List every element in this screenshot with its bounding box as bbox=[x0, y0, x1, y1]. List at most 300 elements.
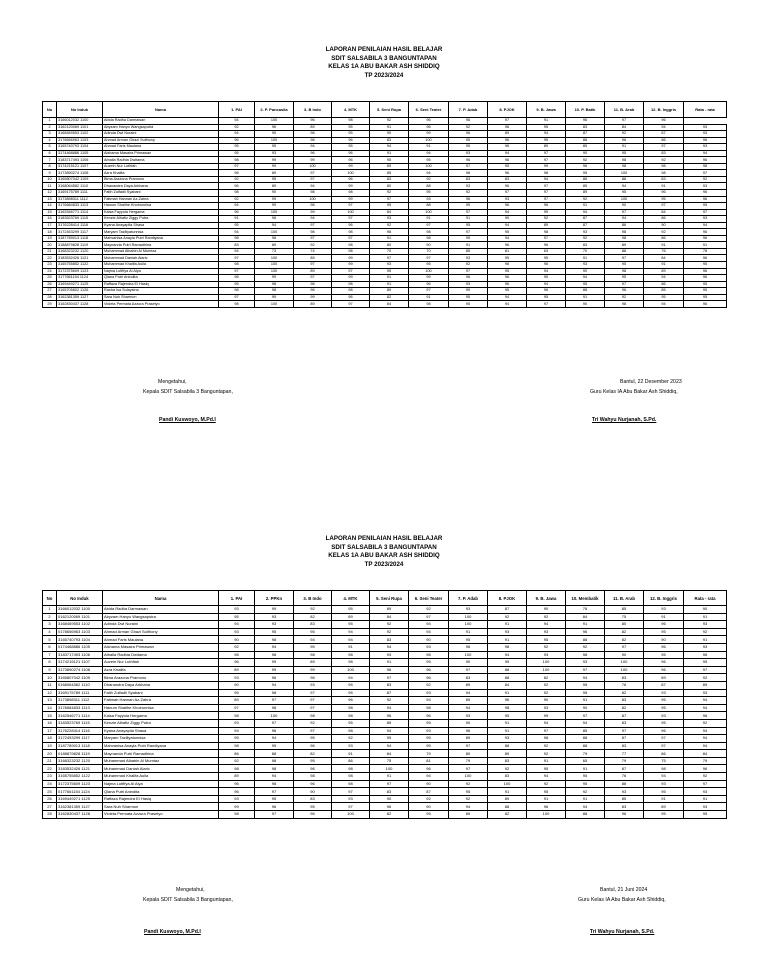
grade-cell: 96 bbox=[409, 674, 449, 682]
grade-cell: 96 bbox=[488, 137, 527, 144]
grade-cell: 98 bbox=[255, 651, 294, 659]
column-header: 4. MTK bbox=[332, 591, 370, 606]
student-id: 3176228414 1116 bbox=[57, 222, 103, 229]
grade-cell: 92 bbox=[449, 124, 488, 131]
grade-cell: 98 bbox=[255, 704, 294, 712]
grade-cell: 97 bbox=[488, 118, 527, 125]
column-header: 10. P. Batik bbox=[566, 102, 605, 118]
grade-cell: 95 bbox=[409, 190, 449, 197]
grade-cell: 96 bbox=[644, 666, 684, 674]
grade-cell: 95 bbox=[644, 811, 684, 819]
grade-cell: 85 bbox=[566, 183, 605, 190]
student-id: 3162830437 1128 bbox=[57, 301, 103, 308]
grade-cell: 98 bbox=[332, 288, 370, 295]
grade-cell: 97 bbox=[684, 209, 727, 216]
table-row bbox=[43, 780, 727, 788]
grade-cell: 94 bbox=[255, 773, 294, 781]
grade-cell: 99 bbox=[527, 163, 566, 170]
grade-cell: 87 bbox=[605, 765, 644, 773]
grade-cell: 99 bbox=[409, 275, 449, 282]
grade-cell: 97 bbox=[294, 727, 332, 735]
grade-cell: 95 bbox=[332, 621, 370, 629]
grade-cell: 95 bbox=[684, 811, 727, 819]
grade-cell: 95 bbox=[684, 262, 727, 269]
grade-cell: 95 bbox=[644, 704, 684, 712]
grade-cell: 96 bbox=[294, 118, 332, 125]
grade-cell: 80 bbox=[449, 750, 488, 758]
grade-cell: 86 bbox=[644, 216, 684, 223]
grade-cell: 99 bbox=[255, 659, 294, 667]
grade-cell: 97 bbox=[294, 176, 332, 183]
grade-cell: 95 bbox=[449, 137, 488, 144]
row-number: 21 bbox=[43, 757, 57, 765]
grade-cell: 93 bbox=[684, 131, 727, 138]
grade-cell: 99 bbox=[255, 163, 294, 170]
student-id: 3173898311 1112 bbox=[57, 697, 103, 705]
table-row bbox=[43, 697, 727, 705]
grade-cell: 95 bbox=[332, 131, 370, 138]
grade-cell: 92 bbox=[370, 190, 409, 197]
grade-cell: 93 bbox=[370, 262, 409, 269]
grade-cell: 98 bbox=[409, 235, 449, 242]
column-header: 8. PJOK bbox=[488, 102, 527, 118]
student-id: 3165807042 1109 bbox=[57, 176, 103, 183]
grade-cell: 92 bbox=[488, 613, 527, 621]
grade-cell: 96 bbox=[409, 281, 449, 288]
grade-cell: 93 bbox=[255, 621, 294, 629]
grade-cell: 100 bbox=[255, 137, 294, 144]
grade-cell: 84 bbox=[370, 750, 409, 758]
grade-cell: 88 bbox=[566, 137, 605, 144]
grade-cell: 91 bbox=[527, 795, 566, 803]
grade-cell: 95 bbox=[332, 144, 370, 151]
grade-cell: 94 bbox=[684, 735, 727, 743]
student-name: Azra Khalifa bbox=[103, 170, 219, 177]
grade-cell: 90 bbox=[294, 788, 332, 796]
grade-cell: 100 bbox=[605, 170, 644, 177]
grade-cell: 77 bbox=[605, 750, 644, 758]
grade-cell: 100 bbox=[332, 666, 370, 674]
grade-cell: 92 bbox=[370, 697, 409, 705]
grade-cell: 97 bbox=[449, 666, 488, 674]
grade-cell: 94 bbox=[255, 643, 294, 651]
grade-cell: 94 bbox=[566, 209, 605, 216]
grade-cell: 65 bbox=[566, 757, 605, 765]
grade-cell: 96 bbox=[255, 674, 294, 682]
grade-cell: 94 bbox=[255, 735, 294, 743]
grade-cell: 94 bbox=[527, 268, 566, 275]
grade-cell: 97 bbox=[294, 704, 332, 712]
student-id: 3165705802 1126 bbox=[57, 288, 103, 295]
grade-cell: 94 bbox=[527, 621, 566, 629]
grade-cell: 97 bbox=[409, 613, 449, 621]
grade-cell: 89 bbox=[527, 144, 566, 151]
grade-cell: 95 bbox=[449, 222, 488, 229]
column-header: 12. B. Inggris bbox=[644, 591, 684, 606]
grade-cell: 97 bbox=[527, 183, 566, 190]
student-id: 3176228414 1116 bbox=[57, 727, 103, 735]
grade-cell: 90 bbox=[219, 681, 255, 689]
grade-cell: 88 bbox=[409, 183, 449, 190]
grade-cell: 91 bbox=[644, 242, 684, 249]
grade-cell: 99 bbox=[409, 131, 449, 138]
grade-cell: 94 bbox=[370, 727, 409, 735]
grade-cell: 84 bbox=[566, 613, 605, 621]
grade-cell: 96 bbox=[527, 803, 566, 811]
student-id: 3166012032 1100 bbox=[57, 606, 103, 614]
grade-cell: 100 bbox=[605, 196, 644, 203]
grade-cell: 91 bbox=[644, 183, 684, 190]
grade-cell: 91 bbox=[566, 621, 605, 629]
row-number: 10 bbox=[43, 176, 57, 183]
student-name: Sara Nuh Sharmon bbox=[103, 294, 219, 301]
row-number: 19 bbox=[43, 742, 57, 750]
grade-cell: 95 bbox=[684, 288, 727, 295]
row-number: 3 bbox=[43, 131, 57, 138]
grade-cell: 94 bbox=[219, 131, 255, 138]
grade-cell: 94 bbox=[370, 144, 409, 151]
grade-cell: 91 bbox=[370, 235, 409, 242]
grade-cell: 95 bbox=[566, 170, 605, 177]
grade-cell: 91 bbox=[684, 242, 727, 249]
grade-cell: 95 bbox=[294, 803, 332, 811]
grade-cell: 88 bbox=[255, 750, 294, 758]
grade-cell: 92 bbox=[644, 157, 684, 164]
student-id: 3173890274 1108 bbox=[57, 170, 103, 177]
grade-cell: 98 bbox=[219, 235, 255, 242]
grade-cell: 87 bbox=[488, 606, 527, 614]
grade-cell: 83 bbox=[605, 719, 644, 727]
grade-cell: 98 bbox=[294, 773, 332, 781]
grade-cell: 98 bbox=[566, 651, 605, 659]
grade-cell: 98 bbox=[219, 742, 255, 750]
grade-cell: 95 bbox=[644, 719, 684, 727]
row-number: 29 bbox=[43, 301, 57, 308]
grade-cell: 93 bbox=[684, 803, 727, 811]
grade-cell: 84 bbox=[644, 255, 684, 262]
grade-cell: 91 bbox=[332, 643, 370, 651]
grade-cell: 96 bbox=[294, 674, 332, 682]
grade-cell: 92 bbox=[449, 190, 488, 197]
student-name: Muhammad Daniah Alaric bbox=[103, 765, 219, 773]
grade-cell: 73 bbox=[255, 248, 294, 255]
grade-cell: 89 bbox=[219, 666, 255, 674]
grade-cell: 93 bbox=[255, 613, 294, 621]
grade-cell: 94 bbox=[644, 773, 684, 781]
grade-cell: 97 bbox=[605, 643, 644, 651]
sig-teacher-name: Tri Wahyu Nurjanah, S.Pd. bbox=[592, 417, 657, 423]
row-number: 2 bbox=[43, 124, 57, 131]
grade-cell: 97 bbox=[527, 196, 566, 203]
grade-cell: 99 bbox=[332, 163, 370, 170]
table-row bbox=[43, 628, 727, 636]
grade-cell: 98 bbox=[219, 301, 255, 308]
grade-cell: 92 bbox=[294, 606, 332, 614]
grade-cell: 95 bbox=[409, 719, 449, 727]
student-id: 3183532426 1121 bbox=[57, 255, 103, 262]
grade-cell: 91 bbox=[370, 124, 409, 131]
grade-cell: 97 bbox=[255, 811, 294, 819]
grade-cell: 90 bbox=[566, 150, 605, 157]
grade-cell: 95 bbox=[527, 636, 566, 644]
grade-cell: 94 bbox=[370, 704, 409, 712]
grade-cell: 87 bbox=[605, 712, 644, 720]
grade-cell: 94 bbox=[409, 773, 449, 781]
grade-cell: 94 bbox=[219, 727, 255, 735]
grade-cell: 95 bbox=[488, 268, 527, 275]
grade-cell: 96 bbox=[332, 294, 370, 301]
grade-cell: 98 bbox=[332, 765, 370, 773]
grade-cell: 99 bbox=[449, 288, 488, 295]
grade-cell: 98 bbox=[605, 235, 644, 242]
grade-cell: 92 bbox=[332, 735, 370, 743]
student-name: Najma Lutfifya Al Alya bbox=[103, 780, 219, 788]
grade-cell: 93 bbox=[219, 628, 255, 636]
grade-cell: 76 bbox=[605, 773, 644, 781]
grade-cell: 85 bbox=[566, 144, 605, 151]
row-number: 3 bbox=[43, 621, 57, 629]
grade-cell: 95 bbox=[255, 176, 294, 183]
grade-cell: 94 bbox=[684, 727, 727, 735]
grade-cell: 92 bbox=[605, 294, 644, 301]
grade-cell: 93 bbox=[332, 742, 370, 750]
grade-cell: 98 bbox=[219, 190, 255, 197]
row-number: 28 bbox=[43, 294, 57, 301]
student-id: 3172453299 1117 bbox=[57, 229, 103, 236]
grade-cell: 95 bbox=[294, 643, 332, 651]
grade-cell: 91 bbox=[566, 203, 605, 210]
grade-cell: 87 bbox=[644, 681, 684, 689]
grade-cell: 95 bbox=[255, 742, 294, 750]
student-id: 3168323232 1120 bbox=[57, 757, 103, 765]
row-number: 20 bbox=[43, 242, 57, 249]
grade-cell: 98 bbox=[605, 268, 644, 275]
grades-table-2 bbox=[42, 590, 727, 819]
student-name: Abyzam Hanyo Wangsaputra bbox=[103, 124, 219, 131]
row-number: 14 bbox=[43, 203, 57, 210]
grade-cell: 97 bbox=[409, 255, 449, 262]
grade-cell: 98 bbox=[219, 262, 255, 269]
grade-cell: 82 bbox=[488, 811, 527, 819]
grade-cell: 88 bbox=[566, 811, 605, 819]
row-number: 23 bbox=[43, 773, 57, 781]
row-number: 16 bbox=[43, 216, 57, 223]
grade-cell: 98 bbox=[605, 229, 644, 236]
grade-cell: 88 bbox=[488, 666, 527, 674]
row-number: 11 bbox=[43, 681, 57, 689]
student-id: 3172375609 1123 bbox=[57, 268, 103, 275]
grade-cell: 93 bbox=[644, 712, 684, 720]
student-name: Adinda Dwi Nuraini bbox=[103, 131, 219, 138]
student-name: Muhammad Khalifa Aulia bbox=[103, 262, 219, 269]
grade-cell: 95 bbox=[449, 144, 488, 151]
student-name: Qiana Putri Anindita bbox=[103, 275, 219, 282]
grade-cell: 92 bbox=[370, 628, 409, 636]
grade-cell: 90 bbox=[566, 301, 605, 308]
student-id: 3187789013 1118 bbox=[57, 742, 103, 750]
table-row bbox=[43, 643, 727, 651]
grade-cell: 82 bbox=[370, 294, 409, 301]
grade-cell: 95 bbox=[488, 163, 527, 170]
grade-cell: 96 bbox=[219, 209, 255, 216]
grade-cell: 95 bbox=[488, 712, 527, 720]
grade-cell: 96 bbox=[488, 203, 527, 210]
grade-cell: 89 bbox=[255, 170, 294, 177]
grade-cell: 100 bbox=[488, 780, 527, 788]
student-name: Violeta Permata Azzura Prasetyo bbox=[103, 301, 219, 308]
grade-cell: 94 bbox=[488, 150, 527, 157]
column-header: 1. PAI bbox=[219, 102, 255, 118]
grade-cell: 95 bbox=[294, 735, 332, 743]
student-id: 3172453299 1117 bbox=[57, 735, 103, 743]
grade-cell: 88 bbox=[488, 742, 527, 750]
grade-cell: 97 bbox=[219, 268, 255, 275]
grade-cell: 97 bbox=[527, 727, 566, 735]
grade-cell: 95 bbox=[449, 301, 488, 308]
grade-cell: 98 bbox=[332, 248, 370, 255]
column-header: 4. MTK bbox=[332, 102, 370, 118]
grade-cell: 100 bbox=[294, 163, 332, 170]
grade-cell: 99 bbox=[219, 803, 255, 811]
class-name: KELAS 1A ABU BAKAR ASH SHIDDIQ bbox=[328, 63, 440, 71]
grade-cell: 100 bbox=[527, 659, 566, 667]
grade-cell: 97 bbox=[332, 216, 370, 223]
student-name: Hanum Shalihe Khoirunnisa bbox=[103, 704, 219, 712]
student-id: 3169175789 1111 bbox=[57, 689, 103, 697]
grade-cell: 94 bbox=[409, 697, 449, 705]
grade-cell: 92 bbox=[527, 689, 566, 697]
grade-cell: 94 bbox=[605, 183, 644, 190]
grade-cell: 99 bbox=[255, 157, 294, 164]
grade-cell: 86 bbox=[644, 235, 684, 242]
student-name: Ahmad Arman Ghazi Sulthony bbox=[103, 628, 219, 636]
grade-cell: 95 bbox=[449, 294, 488, 301]
table-row bbox=[43, 651, 727, 659]
grade-cell: 96 bbox=[684, 275, 727, 282]
grade-cell: 97 bbox=[566, 712, 605, 720]
grade-cell: 96 bbox=[219, 788, 255, 796]
column-header: Rata - rata bbox=[684, 591, 727, 606]
column-header: 6. Seni Teater bbox=[409, 102, 449, 118]
grade-cell: 89 bbox=[449, 697, 488, 705]
student-id: 3162381359 1127 bbox=[57, 803, 103, 811]
grade-cell: 87 bbox=[644, 131, 684, 138]
grade-cell: 92 bbox=[527, 643, 566, 651]
grade-cell: 80 bbox=[370, 242, 409, 249]
grade-cell: 94 bbox=[684, 150, 727, 157]
sig-acknowledged: Mengetahui, bbox=[176, 887, 205, 893]
grade-cell: 99 bbox=[255, 275, 294, 282]
grade-cell: 95 bbox=[527, 137, 566, 144]
grade-cell: 82 bbox=[370, 811, 409, 819]
grade-cell: 88 bbox=[605, 176, 644, 183]
grade-cell: 96 bbox=[644, 621, 684, 629]
grade-cell: 95 bbox=[219, 222, 255, 229]
grade-cell: 84 bbox=[370, 613, 409, 621]
table-row bbox=[43, 735, 727, 743]
grade-cell: 96 bbox=[294, 765, 332, 773]
grade-cell: 97 bbox=[644, 735, 684, 743]
grade-cell: 82 bbox=[294, 613, 332, 621]
grade-cell: 97 bbox=[294, 689, 332, 697]
grade-cell: 97 bbox=[684, 170, 727, 177]
grade-cell: 88 bbox=[566, 742, 605, 750]
grade-cell: 86 bbox=[332, 757, 370, 765]
grade-cell: 91 bbox=[566, 765, 605, 773]
sig-teacher-title: Guru Kelas IA Abu Bakar Ash Shiddiq, bbox=[590, 389, 678, 395]
grade-cell: 97 bbox=[566, 666, 605, 674]
grade-cell: 97 bbox=[527, 301, 566, 308]
grade-cell: 91 bbox=[566, 294, 605, 301]
student-id: 3172375609 1123 bbox=[57, 780, 103, 788]
grade-cell: 96 bbox=[488, 170, 527, 177]
report-title-block bbox=[0, 535, 768, 569]
student-id: 3162120069 1101 bbox=[57, 124, 103, 131]
grade-cell: 95 bbox=[644, 697, 684, 705]
column-header: Rata - rata bbox=[684, 102, 727, 118]
table-row bbox=[43, 719, 727, 727]
grade-cell: 95 bbox=[527, 788, 566, 796]
grade-cell: 98 bbox=[294, 651, 332, 659]
grade-cell: 95 bbox=[605, 150, 644, 157]
student-id: 3169175789 1111 bbox=[57, 190, 103, 197]
grade-cell: 95 bbox=[255, 628, 294, 636]
student-name: Maynanda Putri Ramadhina bbox=[103, 750, 219, 758]
table-row bbox=[43, 606, 727, 614]
grade-cell: 86 bbox=[219, 750, 255, 758]
student-name: Rasha Isa Sulaysina bbox=[103, 288, 219, 295]
table-row bbox=[43, 773, 727, 781]
row-number: 14 bbox=[43, 704, 57, 712]
grade-cell: 91 bbox=[370, 275, 409, 282]
grade-cell: 70 bbox=[370, 248, 409, 255]
grade-cell: 95 bbox=[449, 235, 488, 242]
grade-cell: 82 bbox=[605, 636, 644, 644]
grade-cell: 95 bbox=[566, 773, 605, 781]
grade-cell: 98 bbox=[219, 157, 255, 164]
grade-cell: 96 bbox=[449, 157, 488, 164]
grade-cell: 95 bbox=[566, 780, 605, 788]
student-name: Fatimah Hannan Az-Zahra bbox=[103, 196, 219, 203]
student-name: Raffaza Rajendra El Hasiq bbox=[103, 281, 219, 288]
student-name: Azra Khalifa bbox=[103, 666, 219, 674]
grade-cell: 93 bbox=[527, 704, 566, 712]
grade-cell: 96 bbox=[409, 712, 449, 720]
grade-cell: 86 bbox=[644, 137, 684, 144]
grade-cell: 99 bbox=[332, 275, 370, 282]
grade-cell: 100 bbox=[255, 255, 294, 262]
grade-cell: 91 bbox=[684, 636, 727, 644]
student-name: Aishama Masaira Primawan bbox=[103, 150, 219, 157]
grade-cell: 91 bbox=[449, 216, 488, 223]
grade-cell: 89 bbox=[644, 803, 684, 811]
grade-cell: 92 bbox=[370, 621, 409, 629]
grade-cell: 100 bbox=[255, 229, 294, 236]
grade-cell: 100 bbox=[294, 196, 332, 203]
grade-cell: 91 bbox=[527, 757, 566, 765]
grade-cell: 90 bbox=[605, 203, 644, 210]
grade-cell: 85 bbox=[370, 719, 409, 727]
student-id: 3168064582 1110 bbox=[57, 183, 103, 190]
grade-cell: 95 bbox=[488, 229, 527, 236]
grade-cell: 92 bbox=[409, 606, 449, 614]
grade-cell: 83 bbox=[488, 757, 527, 765]
grade-cell: 87 bbox=[409, 788, 449, 796]
grade-cell: 92 bbox=[409, 795, 449, 803]
grade-cell: 93 bbox=[449, 150, 488, 157]
grade-cell: 95 bbox=[370, 268, 409, 275]
grade-cell: 92 bbox=[527, 681, 566, 689]
